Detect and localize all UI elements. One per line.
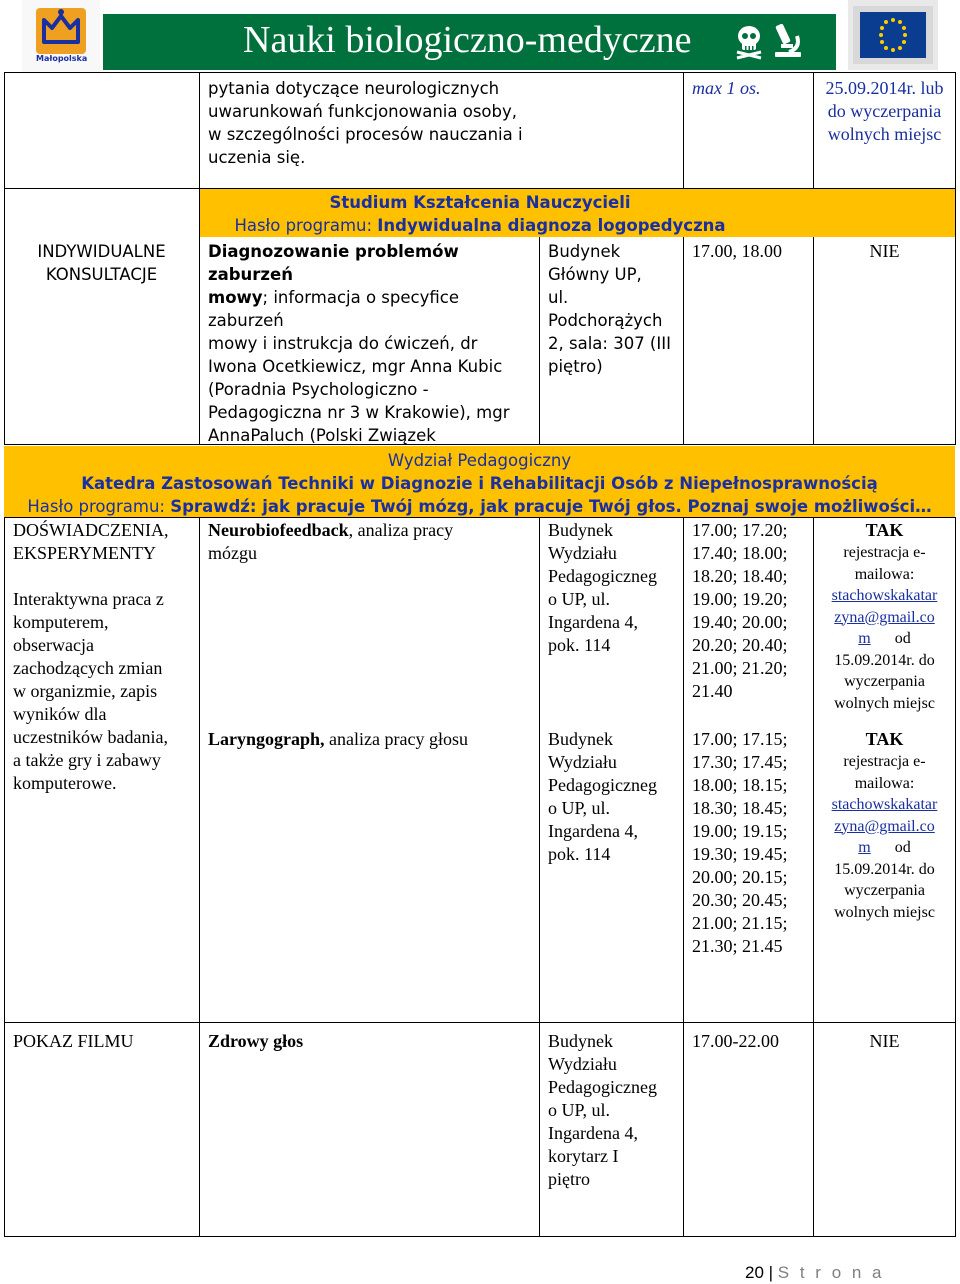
section-2-password [4, 495, 955, 518]
text-line: rejestracja e- [843, 544, 926, 561]
text-line: Pedagogiczna nr 3 w Krakowie), mgr [208, 403, 510, 422]
time-slot: 19.00; 19.20; [692, 589, 788, 609]
text-line: uczenia się. [208, 148, 306, 167]
event-title: Diagnozowanie problemów zaburzeń [208, 242, 459, 284]
text-line: Ingardena 4, [548, 1123, 638, 1143]
eu-flag-logo [848, 0, 938, 70]
text-line: Budynek [548, 520, 613, 540]
row-film-place [548, 1030, 683, 1191]
text-line: zachodzących zmian [13, 658, 163, 678]
text-line: Budynek [548, 1031, 613, 1051]
password-label: Hasło programu: [27, 497, 171, 516]
time-slot: 19.00; 19.15; [692, 821, 788, 841]
text-line: Iwona Ocetkiewicz, mgr Anna Kubic [208, 357, 503, 376]
microscope-icon [775, 23, 801, 57]
row-film-registration: NIE [869, 1031, 900, 1051]
text-line: ul. [548, 288, 569, 307]
text-line: mózgu [208, 543, 257, 563]
malopolska-logo-text: Małopolska [36, 54, 88, 63]
text-line: uwarunkowań funkcjonowania osoby, [208, 102, 517, 121]
text-line: wolnych miejsc [834, 694, 935, 712]
text-line: o UP, ul. [548, 589, 611, 609]
page-footer [745, 1263, 885, 1283]
text-line: EKSPERYMENTY [13, 543, 157, 563]
text-line: w szczególności procesów nauczania i [208, 125, 523, 144]
text-line: obserwacja [13, 635, 94, 655]
event-2-registration [814, 728, 955, 923]
time-slot: 21.00; 21.20; [692, 658, 788, 678]
section-1-unit: Studium Kształcenia Nauczycieli [329, 193, 631, 212]
skull-icon [737, 26, 761, 58]
event-title: Laryngograph, [208, 729, 325, 749]
email-link[interactable]: m [858, 630, 871, 647]
text-line: wyników dla [13, 704, 107, 724]
text-line: o UP, ul. [548, 798, 611, 818]
footer-separator: | [763, 1263, 778, 1282]
text-line: do wyczerpania [827, 101, 942, 121]
time-slot: 19.40; 20.00; [692, 612, 788, 632]
text-line: Interaktywna praca z [13, 589, 164, 609]
text-line: Wydziału [548, 752, 617, 772]
row-film-type: POKAZ FILMU [13, 1031, 134, 1051]
text-line: Pedagogiczneg [548, 1077, 657, 1097]
text-line: o UP, ul. [548, 1100, 611, 1120]
row-film-time: 17.00-22.00 [692, 1031, 779, 1051]
time-slot: 21.00; 21.15; [692, 913, 788, 933]
text-line: komputerem, [13, 612, 109, 632]
row-film-title: Zdrowy głos [208, 1031, 304, 1051]
text-line: Pedagogiczneg [548, 566, 657, 586]
text-line: 15.09.2014r. do [834, 860, 935, 878]
text-line: 15.09.2014r. do [834, 651, 935, 669]
section-1-password [200, 214, 760, 237]
text-line: Główny UP, [548, 265, 642, 284]
section-2-unit: Wydział Pedagogiczny [387, 451, 572, 470]
text-line: 2, sala: 307 (III [548, 334, 671, 353]
row-top-capacity: max 1 os. [692, 78, 761, 98]
time-slot: 19.30; 19.45; [692, 844, 788, 864]
text-line: mowy i instrukcja do ćwiczeń, dr [208, 334, 478, 353]
event-1-times [692, 519, 812, 703]
text-line: rejestracja e- [843, 753, 926, 770]
text-line: w organizmie, zapis [13, 681, 158, 701]
text-line: Budynek [548, 729, 613, 749]
text-line: Ingardena 4, [548, 821, 638, 841]
row-exp-type [13, 519, 198, 795]
text-line: DOŚWIADCZENIA, [13, 520, 169, 540]
text-line: Wydziału [548, 543, 617, 563]
registration-required: TAK [865, 520, 904, 540]
text-line: od [894, 630, 911, 647]
time-slot: 21.30; 21.45 [692, 936, 783, 956]
text-line: Pedagogiczneg [548, 775, 657, 795]
event-2-place [548, 728, 683, 866]
password-label: Hasło programu: [234, 216, 378, 235]
row-consult-time: 17.00, 18.00 [692, 241, 782, 261]
text-line: wyczerpania [844, 882, 925, 899]
time-slot: 21.40 [692, 681, 733, 701]
page-number: 20 [745, 1263, 764, 1282]
event-1-place [548, 519, 683, 657]
email-link[interactable]: stachowskakatar [831, 796, 938, 813]
page-title: Nauki biologiczno-medyczne [243, 19, 692, 61]
time-slot: 18.00; 18.15; [692, 775, 788, 795]
event-1-registration [814, 519, 955, 714]
page-label: S t r o n a [777, 1263, 885, 1282]
banner-icons [735, 22, 825, 65]
text-line: korytarz I [548, 1146, 619, 1166]
email-link[interactable]: zyna@gmail.co [834, 608, 935, 626]
text-line: komputerowe. [13, 773, 117, 793]
row-consult-registration: NIE [869, 241, 900, 261]
row-top-description [208, 77, 538, 169]
row-consult-description [208, 240, 538, 470]
text-line: wolnych miejsc [834, 903, 935, 921]
text-line: analiza pracy głosu [324, 729, 468, 749]
text-line: mailowa: [854, 565, 915, 583]
malopolska-logo [22, 0, 100, 72]
text-line: (Poradnia Psychologiczno - [208, 380, 429, 399]
text-line: , analiza pracy [348, 520, 454, 540]
text-line: Ingardena 4, [548, 612, 638, 632]
registration-required: TAK [865, 729, 904, 749]
text-line: piętro) [548, 357, 603, 376]
event-neurobiofeedback [208, 519, 538, 565]
event-2-times [692, 728, 812, 958]
time-slot: 17.00; 17.15; [692, 729, 788, 749]
text-line: ; informacja o specyfice zaburzeń [208, 288, 459, 330]
text-line: a także gry i zabawy [13, 750, 161, 770]
text-line: KONSULTACJE [45, 265, 158, 284]
password-value: Sprawdź: jak pracuje Twój mózg, jak pracuje Twój głos. Poznaj swoje możliwości… [170, 497, 932, 516]
time-slot: 20.30; 20.45; [692, 890, 788, 910]
text-line: pok. 114 [548, 844, 611, 864]
text-line: od [894, 839, 911, 856]
time-slot: 18.30; 18.45; [692, 798, 788, 818]
time-slot: 17.30; 17.45; [692, 752, 788, 772]
email-link[interactable]: m [858, 839, 871, 856]
time-slot: 20.00; 20.15; [692, 867, 788, 887]
text-line: pok. 114 [548, 635, 611, 655]
text-line: Budynek [548, 242, 621, 261]
time-slot: 17.40; 18.00; [692, 543, 788, 563]
text-line: mailowa: [854, 774, 915, 792]
text-line: AnnaPaluch (Polski Związek [208, 426, 436, 445]
text-line: 25.09.2014r. lub [825, 78, 944, 98]
event-laryngograph [208, 728, 538, 751]
row-consult-place [548, 240, 683, 378]
time-slot: 20.20; 20.40; [692, 635, 788, 655]
email-link[interactable]: stachowskakatar [831, 587, 938, 604]
text-line: Podchorążych [548, 311, 663, 330]
section-2-department: Katedra Zastosowań Techniki w Diagnozie i Rehabilitacji Osób z Niepełnosprawnością [81, 474, 878, 493]
password-value: Indywidualna diagnoza logopedyczna [377, 216, 726, 235]
text-line: uczestników badania, [13, 727, 168, 747]
time-slot: 17.00; 17.20; [692, 520, 788, 540]
event-title: Neurobiofeedback [208, 520, 349, 540]
text-line: INDYWIDUALNE [37, 242, 166, 261]
email-link[interactable]: zyna@gmail.co [834, 817, 935, 835]
text-line: piętro [548, 1169, 590, 1189]
time-slot: 18.20; 18.40; [692, 566, 788, 586]
text-line: wolnych miejsc [827, 124, 942, 144]
text-line: Wydziału [548, 1054, 617, 1074]
event-title-cont: mowy [208, 288, 263, 307]
text-line: wyczerpania [844, 673, 925, 690]
row-top-registration [814, 77, 955, 146]
text-line: pytania dotyczące neurologicznych [208, 79, 500, 98]
title-banner [103, 14, 836, 70]
row-consult-type [4, 240, 199, 286]
